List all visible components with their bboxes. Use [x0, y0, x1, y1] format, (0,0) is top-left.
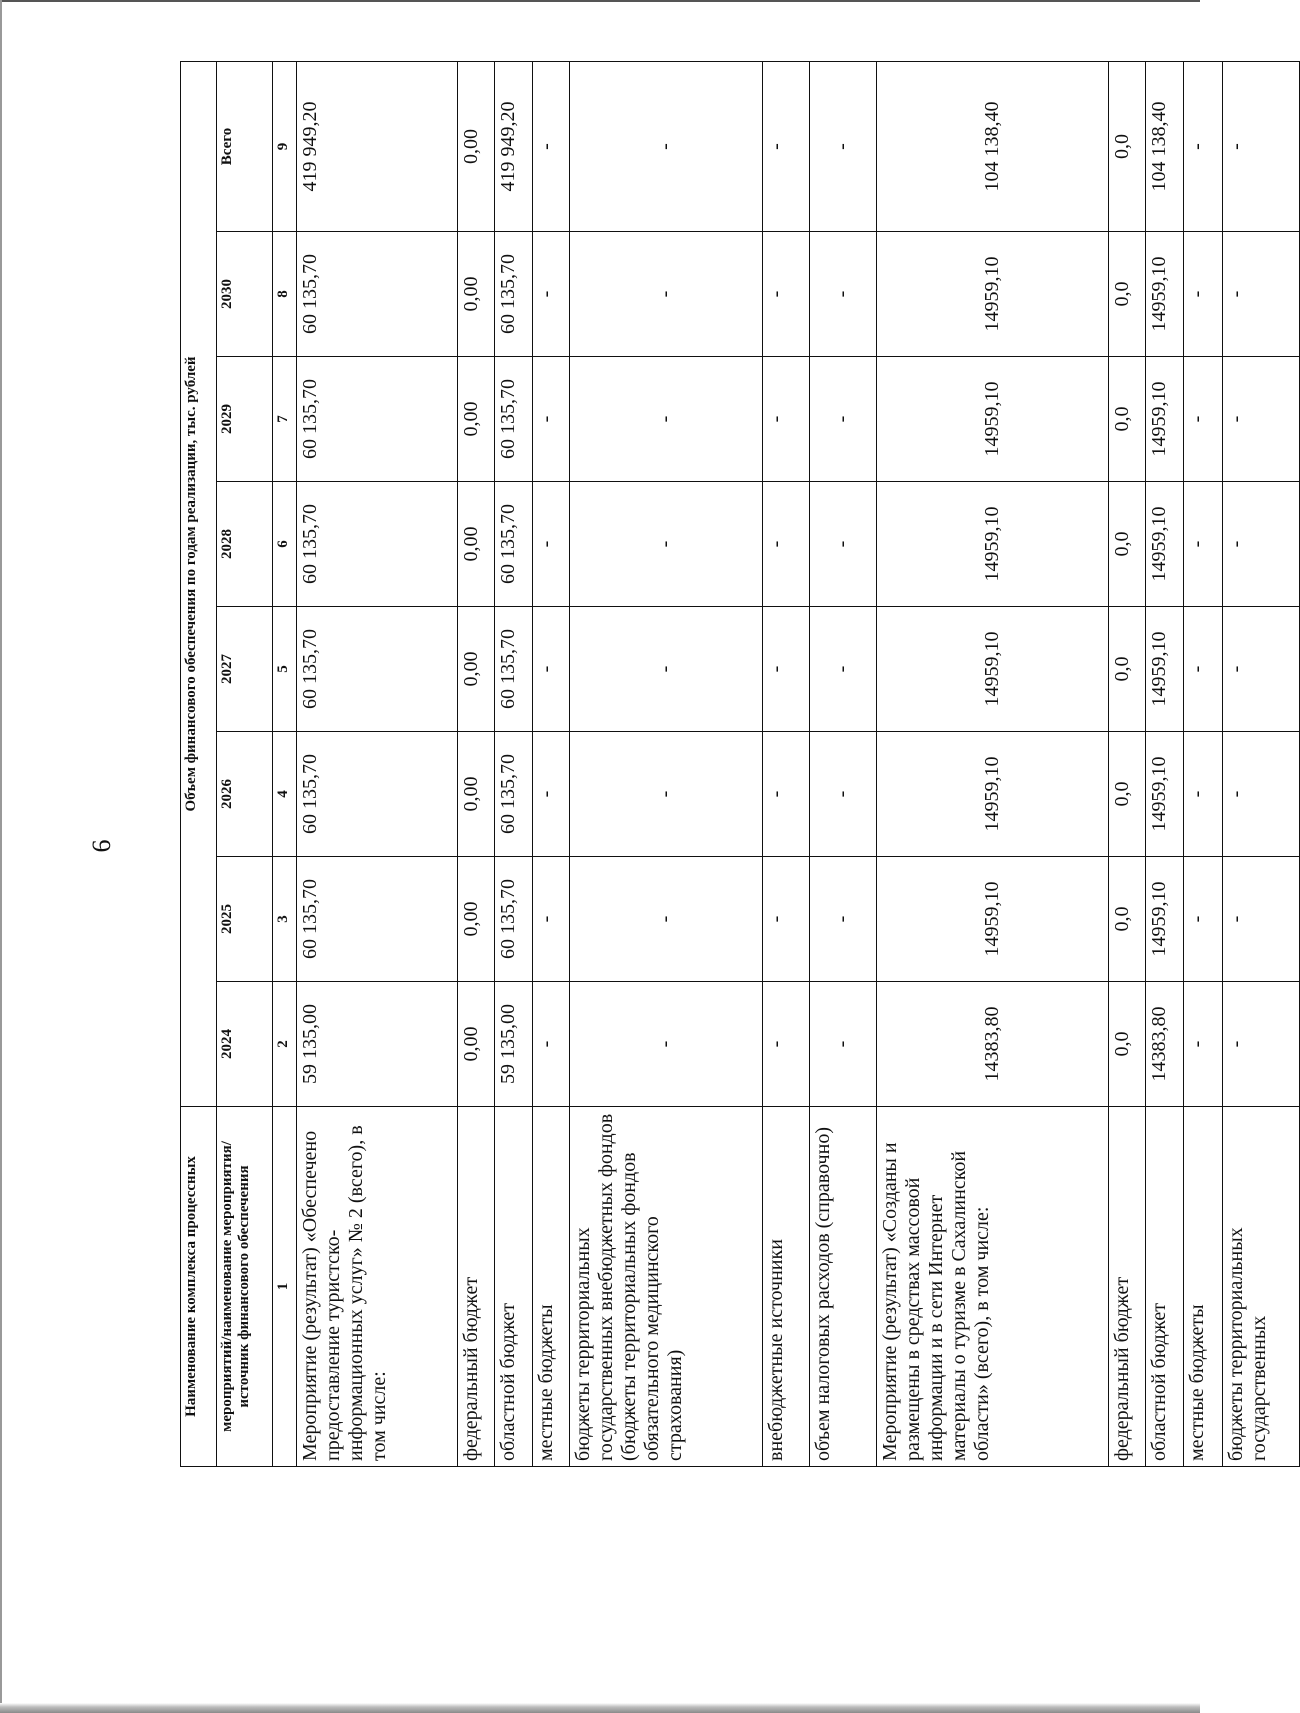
cell-value: - — [810, 482, 876, 607]
cell-value: 0,0 — [1109, 61, 1146, 231]
cell-value: 14959,10 — [1146, 607, 1183, 732]
cell-value: 0,00 — [458, 857, 495, 982]
cell-value: 60 135,70 — [297, 232, 458, 357]
row-label: бюджеты территориальных государственных — [1223, 1107, 1300, 1467]
row-label: внебюджетные источники — [762, 1107, 810, 1467]
cell-value: - — [532, 482, 569, 607]
cell-value: - — [532, 857, 569, 982]
cell-value: - — [810, 732, 876, 857]
cell-value: - — [532, 357, 569, 482]
column-number: 3 — [273, 857, 297, 982]
cell-value: 59 135,00 — [297, 982, 458, 1107]
cell-value: 60 135,70 — [495, 857, 532, 982]
cell-value: - — [1183, 982, 1223, 1107]
cell-value: 0,00 — [458, 357, 495, 482]
cell-value: - — [569, 607, 762, 732]
cell-value: 0,00 — [458, 232, 495, 357]
cell-value: 60 135,70 — [297, 482, 458, 607]
cell-value: 14383,80 — [876, 982, 1109, 1107]
table-row — [876, 61, 1109, 1466]
cell-value: - — [1223, 232, 1300, 357]
table-row — [532, 61, 569, 1466]
header-name-part1: Наименование комплекса процессных — [181, 1107, 217, 1467]
header-volume: Объем финансового обеспечения по годам реализации, тыс. рублей — [181, 61, 217, 1106]
cell-value: 60 135,70 — [495, 482, 532, 607]
header-year-2024: 2024 — [217, 982, 273, 1107]
cell-value: - — [762, 607, 810, 732]
table-row — [458, 61, 495, 1466]
cell-value: - — [532, 607, 569, 732]
cell-value: 60 135,70 — [495, 607, 532, 732]
cell-value: - — [762, 732, 810, 857]
cell-value: - — [569, 357, 762, 482]
cell-value: - — [810, 982, 876, 1107]
cell-value: 419 949,20 — [297, 61, 458, 231]
cell-value: 0,00 — [458, 61, 495, 231]
row-label: Мероприятие (результат) «Созданы и размещены в средствах массовой информации и в сети Интернет материалы о туризме в Сахалинской области» (всего), в том числе: — [876, 1107, 1109, 1467]
header-row-numbers — [273, 61, 297, 1466]
scan-edge-bottom — [0, 1703, 1200, 1713]
cell-value: - — [569, 61, 762, 231]
row-label: местные бюджеты — [532, 1107, 569, 1467]
row-label: бюджеты территориальных государственных внебюджетных фондов (бюджеты территориальных фондов обязательного медицинского страхования) — [569, 1107, 762, 1467]
header-year-2030: 2030 — [217, 232, 273, 357]
cell-value: 0,00 — [458, 732, 495, 857]
financing-table — [180, 61, 1300, 1467]
cell-value: 60 135,70 — [495, 357, 532, 482]
table-row — [1223, 61, 1300, 1466]
table-row — [810, 61, 876, 1466]
cell-value: - — [1223, 482, 1300, 607]
cell-value: - — [569, 857, 762, 982]
cell-value: - — [532, 61, 569, 231]
cell-value: 14959,10 — [876, 732, 1109, 857]
row-label: объем налоговых расходов (справочно) — [810, 1107, 876, 1467]
cell-value: 60 135,70 — [495, 232, 532, 357]
cell-value: - — [762, 482, 810, 607]
cell-value: 419 949,20 — [495, 61, 532, 231]
cell-value: - — [762, 232, 810, 357]
cell-value: - — [1223, 61, 1300, 231]
header-name-part2: мероприятий/наименование мероприятия/источник финансового обеспечения — [217, 1107, 273, 1467]
cell-value: 0,0 — [1109, 982, 1146, 1107]
cell-value: 59 135,00 — [495, 982, 532, 1107]
cell-value: 60 135,70 — [297, 857, 458, 982]
cell-value: 14959,10 — [1146, 232, 1183, 357]
table-row — [495, 61, 532, 1466]
header-row-group — [181, 61, 217, 1466]
cell-value: - — [532, 982, 569, 1107]
cell-value: - — [1223, 857, 1300, 982]
cell-value: - — [1183, 482, 1223, 607]
scan-edge-top — [0, 0, 1200, 2]
column-number: 6 — [273, 482, 297, 607]
cell-value: 0,0 — [1109, 857, 1146, 982]
cell-value: - — [532, 232, 569, 357]
column-number: 1 — [273, 1107, 297, 1467]
table-row — [1109, 61, 1146, 1466]
scan-edge-left — [0, 0, 2, 1713]
page-number: 6 — [87, 839, 116, 853]
column-number: 4 — [273, 732, 297, 857]
column-number: 2 — [273, 982, 297, 1107]
cell-value: 0,0 — [1109, 357, 1146, 482]
cell-value: - — [1223, 732, 1300, 857]
header-total: Всего — [217, 61, 273, 231]
header-year-2026: 2026 — [217, 732, 273, 857]
cell-value: 0,0 — [1109, 732, 1146, 857]
header-year-2029: 2029 — [217, 357, 273, 482]
cell-value: - — [762, 61, 810, 231]
cell-value: - — [569, 982, 762, 1107]
header-year-2025: 2025 — [217, 857, 273, 982]
row-label: областной бюджет — [495, 1107, 532, 1467]
cell-value: - — [810, 357, 876, 482]
table-row — [762, 61, 810, 1466]
table-row — [1146, 61, 1183, 1466]
cell-value: 14959,10 — [876, 482, 1109, 607]
row-label: Мероприятие (результат) «Обеспечено предоставление туристско-информационных услуг» № 2 (всего), в том числе: — [297, 1107, 458, 1467]
cell-value: 0,0 — [1109, 482, 1146, 607]
column-number: 9 — [273, 61, 297, 231]
cell-value: 60 135,70 — [297, 732, 458, 857]
row-label: федеральный бюджет — [1109, 1107, 1146, 1467]
cell-value: - — [762, 982, 810, 1107]
cell-value: 14959,10 — [876, 607, 1109, 732]
header-year-2028: 2028 — [217, 482, 273, 607]
cell-value: - — [1223, 607, 1300, 732]
cell-value: 0,00 — [458, 607, 495, 732]
cell-value: - — [1183, 232, 1223, 357]
row-label: местные бюджеты — [1183, 1107, 1223, 1467]
cell-value: - — [1183, 357, 1223, 482]
cell-value: - — [1183, 732, 1223, 857]
cell-value: - — [569, 732, 762, 857]
cell-value: - — [810, 857, 876, 982]
cell-value: - — [569, 482, 762, 607]
cell-value: 104 138,40 — [876, 61, 1109, 231]
cell-value: - — [810, 232, 876, 357]
cell-value: - — [1183, 857, 1223, 982]
column-number: 5 — [273, 607, 297, 732]
cell-value: 14959,10 — [1146, 857, 1183, 982]
cell-value: 14959,10 — [1146, 482, 1183, 607]
cell-value: - — [1183, 607, 1223, 732]
cell-value: 0,00 — [458, 482, 495, 607]
cell-value: 60 135,70 — [495, 732, 532, 857]
cell-value: 14959,10 — [1146, 357, 1183, 482]
cell-value: - — [532, 732, 569, 857]
cell-value: 14383,80 — [1146, 982, 1183, 1107]
table-row — [1183, 61, 1223, 1466]
cell-value: 14959,10 — [876, 857, 1109, 982]
header-row-years — [217, 61, 273, 1466]
header-year-2027: 2027 — [217, 607, 273, 732]
cell-value: 60 135,70 — [297, 357, 458, 482]
cell-value: 104 138,40 — [1146, 61, 1183, 231]
table-row — [297, 61, 458, 1466]
column-number: 8 — [273, 232, 297, 357]
table-row — [569, 61, 762, 1466]
cell-value: - — [762, 357, 810, 482]
cell-value: 14959,10 — [1146, 732, 1183, 857]
cell-value: - — [762, 857, 810, 982]
row-label: областной бюджет — [1146, 1107, 1183, 1467]
rotated-table-container — [180, 62, 1300, 1467]
column-number: 7 — [273, 357, 297, 482]
cell-value: - — [1223, 982, 1300, 1107]
cell-value: 0,0 — [1109, 232, 1146, 357]
cell-value: - — [1223, 357, 1300, 482]
cell-value: - — [810, 61, 876, 231]
cell-value: - — [569, 232, 762, 357]
row-label: федеральный бюджет — [458, 1107, 495, 1467]
cell-value: 0,00 — [458, 982, 495, 1107]
cell-value: 14959,10 — [876, 232, 1109, 357]
cell-value: - — [1183, 61, 1223, 231]
cell-value: - — [810, 607, 876, 732]
cell-value: 0,0 — [1109, 607, 1146, 732]
cell-value: 14959,10 — [876, 357, 1109, 482]
cell-value: 60 135,70 — [297, 607, 458, 732]
